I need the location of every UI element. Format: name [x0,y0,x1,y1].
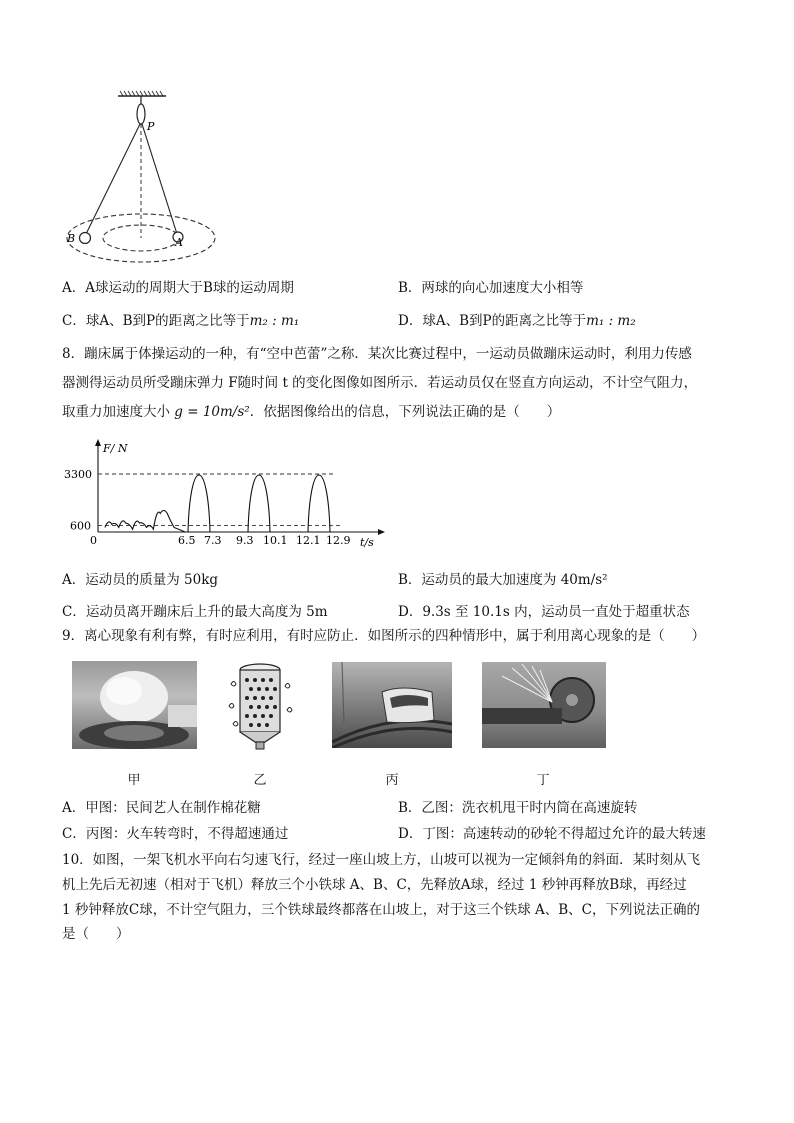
force-curve [105,475,330,532]
q8-option-a: A．运动员的质量为 50kg [62,572,219,588]
washing-drum-drawing [225,662,295,750]
y-axis-arrow [95,439,101,446]
caption-yi: 乙 [253,773,267,788]
q10-stem-line2: 机上先后无初速（相对于飞机）释放三个小铁球 A、B、C，先释放A球，经过 1 秒钟再释放B球，再经过 [62,877,687,893]
cotton-candy-photo [72,661,197,749]
x-tick-label: 7.3 [204,534,222,547]
q7-option-d: D．球A、B到P的距离之比等于m₁ : m₂ [398,313,636,329]
train-photo [332,662,452,748]
q7-option-c: C．球A、B到P的距离之比等于m₂ : m₁ [62,313,300,329]
x-tick-label: 9.3 [236,534,254,547]
force-time-chart [60,438,390,553]
q8-option-b: B．运动员的最大加速度为 40m/s² [398,572,608,588]
x-tick-label: 0 [90,534,97,547]
x-tick-label: 12.9 [326,534,351,547]
q8-option-d: D．9.3s 至 10.1s 内，运动员一直处于超重状态 [398,604,690,620]
q10-stem-line1: 10．如图，一架飞机水平向右匀速飞行，经过一座山坡上方，山坡可以视为一定倾斜角的斜面．某时刻从飞 [62,852,701,868]
y-axis-label: F/ N [103,442,128,455]
x-tick-label: 12.1 [296,534,321,547]
svg-text:B: B [67,232,76,245]
q8-stem-line2: 器测得运动员所受蹦床弹力 F随时间 t 的变化图像如图所示．若运动员仅在竖直方向运动，不计空气阻力， [62,375,698,391]
x-tick-label: 6.5 [178,534,196,547]
caption-ding: 丁 [536,773,550,788]
q7-option-b: B．两球的向心加速度大小相等 [398,280,584,296]
q8-stem-line3: 取重力加速度大小 g = 10m/s²．依据图像给出的信息，下列说法正确的是（ ） [62,404,561,420]
svg-text:P: P [147,120,155,133]
x-axis-label: t/s [360,536,374,549]
y-tick-label: 3300 [64,468,92,481]
x-tick-label: 10.1 [263,534,288,547]
q9-option-a: A．甲图：民间艺人在制作棉花糖 [62,800,261,816]
q8-option-c: C．运动员离开蹦床后上升的最大高度为 5m [62,604,328,620]
pendulum-figure [56,88,216,268]
q9-option-d: D．丁图：高速转动的砂轮不得超过允许的最大转速 [398,826,706,842]
grinding-wheel-photo [482,662,606,748]
svg-text:A: A [175,236,183,249]
y-tick-label: 600 [70,519,91,533]
caption-bing: 丙 [385,773,399,788]
q7-option-a: A．A球运动的周期大于B球的运动周期 [62,280,294,296]
x-axis-arrow [378,529,385,535]
q10-stem-line3: 1 秒钟释放C球，不计空气阻力，三个铁球最终都落在山坡上，对于这三个铁球 A、B、C，下列说法正确的 [62,902,700,918]
q9-option-c: C．丙图：火车转弯时，不得超速通过 [62,826,289,842]
caption-jia: 甲 [127,773,141,788]
q8-stem-line1: 8．蹦床属于体操运动的一种，有“空中芭蕾”之称．某次比赛过程中，一运动员做蹦床运动时，利用力传感 [62,346,692,362]
ball-b [80,233,91,244]
q9-stem: 9．离心现象有利有弊，有时应利用，有时应防止．如图所示的四种情形中，属于利用离心现象的是（ ） [62,628,706,644]
q10-stem-line4: 是（ ） [62,926,130,942]
q9-option-b: B．乙图：洗衣机甩干时内筒在高速旋转 [398,800,638,816]
